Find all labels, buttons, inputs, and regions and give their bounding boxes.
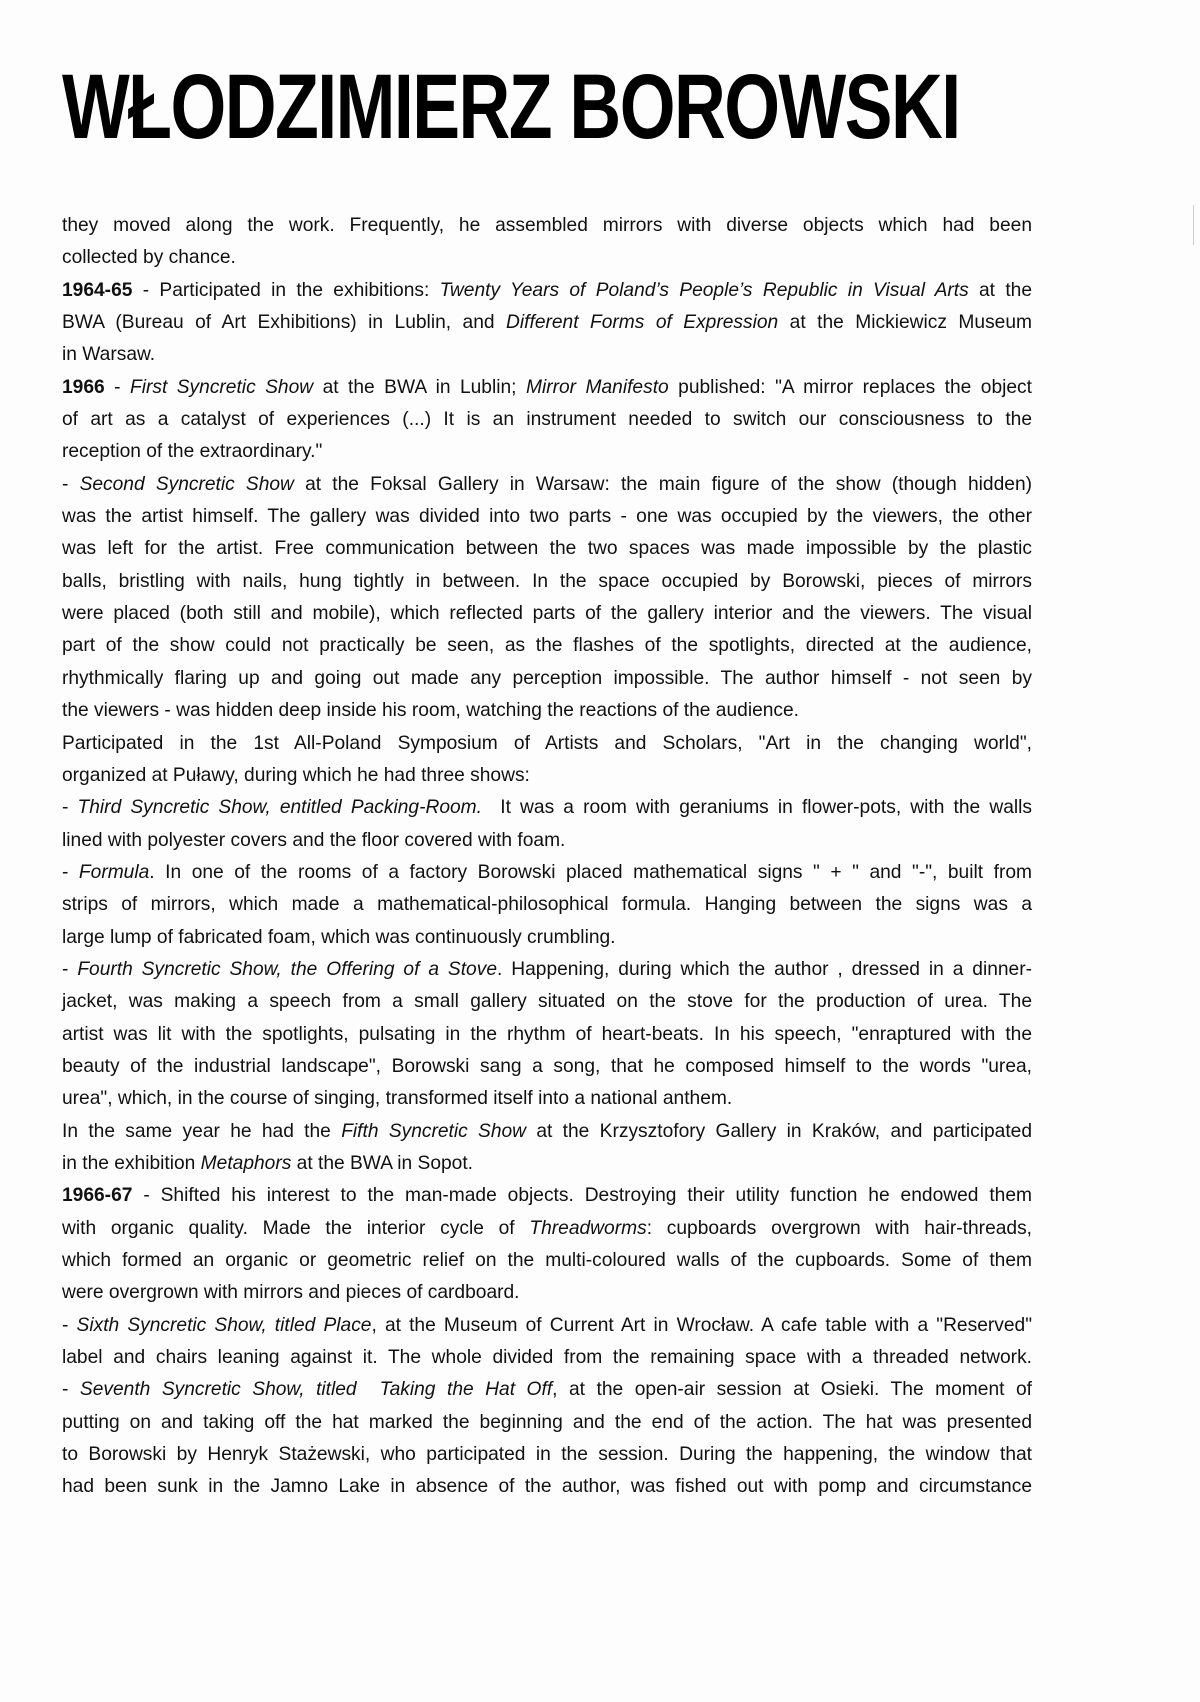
text-run: was the artist himself. The gallery was divided into two parts - one was occupied by the viewers, the other [62,506,1032,528]
text-line [62,1180,1032,1212]
text-line [62,1116,1032,1148]
text-line [62,566,1032,598]
text-run: were placed (both still and mobile), which reflected parts of the gallery interior and the viewers. The visual [62,603,1032,625]
text-line [62,210,1032,242]
text-run: label and chairs leaning against it. The whole divided from the remaining space with a threaded network. [62,1347,1032,1369]
text-line [62,501,1032,533]
text-line [62,1310,1032,1342]
text-line [62,436,1032,468]
text-line [62,857,1032,889]
text-run: at the BWA in Sopot. [291,1152,473,1174]
text-run: - Participated in the exhibitions: [132,279,440,301]
text-run: large lump of fabricated foam, which was continuously crumbling. [62,926,616,948]
text-run: artist was lit with the spotlights, pulsating in the rhythm of heart-beats. In his speech, "enraptured with the [62,1023,1032,1045]
text-run: - Shifted his interest to the man-made objects. Destroying their utility function he endowed them [132,1185,1032,1207]
text-line [62,1245,1032,1277]
text-run: at the Mickiewicz Museum [778,312,1032,334]
year-label: 1964-65 [62,279,133,301]
text-run: part of the show could not practically be seen, as the flashes of the spotlights, directed at the audience, [62,635,1032,657]
text-run: beauty of the industrial landscape", Borowski sang a song, that he composed himself to the words "urea, [62,1055,1032,1077]
text-run: was left for the artist. Free communication between the two spaces was made impossible by the plastic [62,538,1032,560]
work-title: Second Syncretic Show [79,473,294,495]
text-run: to Borowski by Henryk Stażewski, who participated in the session. During the happening, the window that [62,1444,1032,1466]
text-line [62,792,1032,824]
work-title: Fifth Syncretic Show [341,1120,527,1142]
text-run: It was a room with geraniums in flower-pots, with the walls [481,797,1032,819]
work-title: First Syncretic Show [130,376,314,398]
year-label: 1966-67 [62,1185,133,1207]
text-line [62,695,1032,727]
text-line [62,1213,1032,1245]
text-run: strips of mirrors, which made a mathematical-philosophical formula. Hanging between the signs was a [62,894,1032,916]
text-run: - [62,861,79,883]
text-line [62,242,1032,274]
text-run: In the same year he had the [62,1120,342,1142]
text-run: . Happening, during which the author , dressed in a dinner- [497,958,1033,980]
text-run: at the Foksal Gallery in Warsaw: the main figure of the show (though hidden) [293,473,1033,495]
work-title: Mirror Manifesto [525,376,669,398]
text-run: balls, bristling with nails, hung tightly in between. In the space occupied by Borowski, pieces of mirrors [62,570,1032,592]
work-title: Formula [78,861,150,883]
text-run: - [104,376,130,398]
text-run: at the BWA in Lublin; [313,376,526,398]
text-run: collected by chance. [62,247,236,269]
work-title: Third Syncretic Show, entitled Packing-Room. [77,797,482,819]
year-label: 1966 [62,376,105,398]
text-line [62,1083,1032,1115]
work-title: Different Forms of Expression [506,312,779,334]
text-line [62,1019,1032,1051]
text-run: in the exhibition [62,1152,201,1174]
text-run: they moved along the work. Frequently, he assembled mirrors with diverse objects which had been [62,215,1032,236]
text-line [62,986,1032,1018]
text-line [62,728,1032,760]
text-run: BWA (Bureau of Art Exhibitions) in Lublin, and [62,312,507,334]
text-line [62,598,1032,630]
text-run: - [62,1379,80,1401]
text-line [62,760,1032,792]
text-run: rhythmically flaring up and going out made any perception impossible. The author himself - not seen by [62,667,1032,689]
text-line [62,825,1032,857]
text-line [62,1277,1032,1309]
text-line [62,469,1032,501]
text-line [62,339,1032,371]
text-run: in Warsaw. [62,344,156,366]
text-run: putting on and taking off the hat marked the beginning and the end of the action. The hat was presented [62,1411,1032,1433]
text-line [62,1471,1032,1503]
text-run: had been sunk in the Jamno Lake in absence of the author, was fished out with pomp and circumstance [62,1476,1032,1498]
text-run: : cupboards overgrown with hair-threads, [646,1217,1033,1239]
text-run: jacket, was making a speech from a small gallery situated on the stove for the production of urea. The [62,991,1032,1013]
text-run: - [62,473,80,495]
work-title: Metaphors [200,1152,292,1174]
text-line [62,1407,1032,1439]
work-title: Twenty Years of Poland’s People’s Republic in Visual Arts [439,279,969,301]
page-title: WŁODZIMIERZ BOROWSKI [62,56,960,158]
text-line [62,630,1032,662]
text-line [62,1342,1032,1374]
body-text [62,210,1032,1504]
work-title: Seventh Syncretic Show, titled Taking the Hat Off [79,1379,553,1401]
text-run: lined with polyester covers and the floor covered with foam. [62,829,566,851]
text-line [62,275,1032,307]
text-run: Participated in the 1st All-Poland Symposium of Artists and Scholars, "Art in the changing world", [62,732,1032,754]
text-line [62,307,1032,339]
text-run: - [62,958,78,980]
text-run: of art as a catalyst of experiences (...) It is an instrument needed to switch our consciousness to the [62,409,1032,431]
text-line [62,1439,1032,1471]
text-run: organized at Puławy, during which he had three shows: [62,764,530,786]
text-run: which formed an organic or geometric relief on the multi-coloured walls of the cupboards. Some of them [62,1250,1032,1271]
text-run: , at the open-air session at Osieki. The moment of [552,1379,1032,1401]
text-line [62,954,1032,986]
text-line [62,889,1032,921]
text-line [62,1051,1032,1083]
work-title: Sixth Syncretic Show, titled Place [76,1314,372,1336]
work-title: Fourth Syncretic Show, the Offering of a Stove [77,958,497,980]
text-run: published: "A mirror replaces the object [668,376,1032,398]
text-run: , at the Museum of Current Art in Wrocław. A cafe table with a "Reserved" [371,1314,1033,1336]
text-line [62,1374,1032,1406]
text-line [62,372,1032,404]
text-run: were overgrown with mirrors and pieces of cardboard. [62,1282,520,1304]
text-line [62,922,1032,954]
text-run: urea", which, in the course of singing, transformed itself into a national anthem. [62,1088,733,1110]
work-title: Threadworms [529,1217,647,1239]
text-run: at the Krzysztofory Gallery in Kraków, and participated [526,1120,1032,1142]
text-run: at the [968,279,1032,301]
text-line [62,533,1032,565]
scan-edge-mark [1193,205,1194,245]
text-run: - [62,797,78,819]
text-run: the viewers - was hidden deep inside his room, watching the reactions of the audience. [62,700,800,722]
text-run: - [62,1314,77,1336]
text-line [62,663,1032,695]
text-run: . In one of the rooms of a factory Borowski placed mathematical signs " + " and "-", built from [149,861,1032,883]
text-line [62,1148,1032,1180]
text-line [62,404,1032,436]
text-run: with organic quality. Made the interior cycle of [62,1217,530,1239]
text-run: reception of the extraordinary." [62,441,323,463]
